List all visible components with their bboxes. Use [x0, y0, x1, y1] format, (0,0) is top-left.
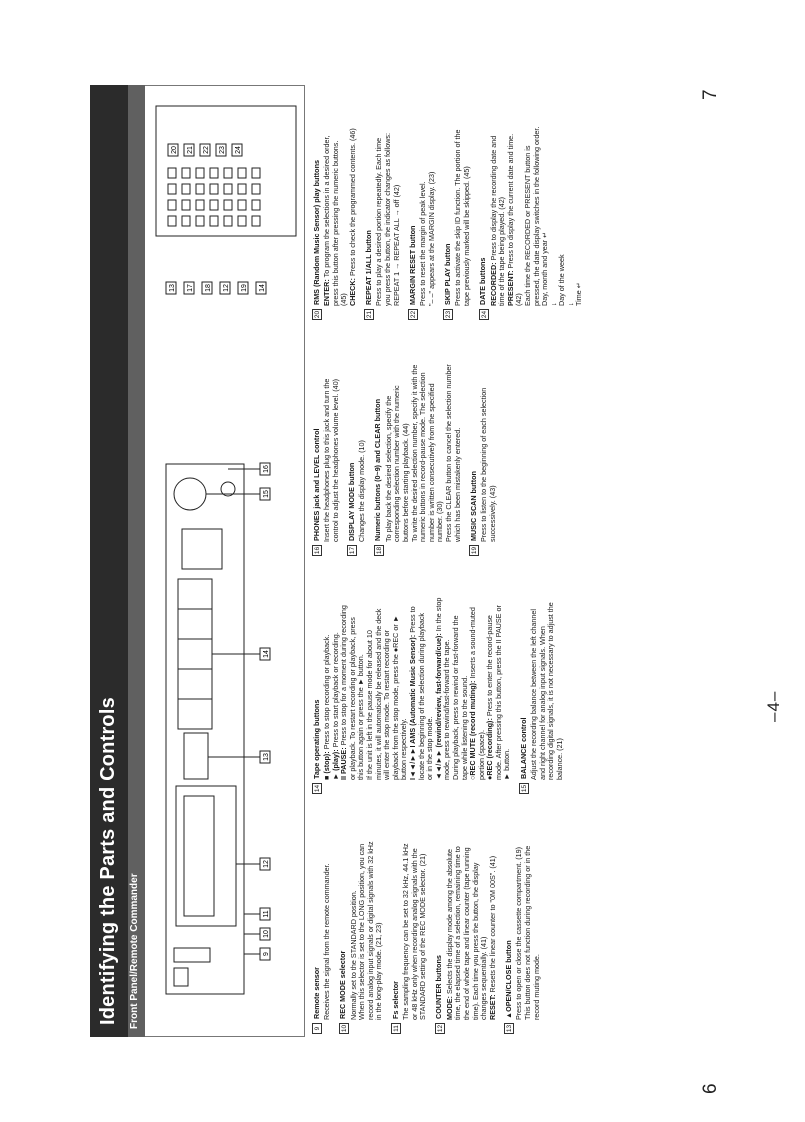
- entry-term: ◄◄/►► (rewind/review, fast-forward/cue):: [433, 633, 443, 780]
- entry-text: or in the stop mode.: [425, 716, 435, 780]
- control-entry: [347, 324, 367, 556]
- entry-text: portion (space).: [476, 730, 486, 780]
- entry-title: SKIP PLAY button: [443, 243, 453, 305]
- entry-text-line: [323, 802, 332, 1034]
- entry-text: Resets the linear counter to "0M 00S". (41): [487, 855, 497, 995]
- entry-header: [519, 562, 529, 794]
- entry-title: REC MODE selector: [338, 950, 348, 1019]
- entry-text: Press the CLEAR button to cancel the selection number: [443, 364, 453, 542]
- entry-header: [347, 324, 357, 556]
- entry-text: record muting mode.: [531, 954, 541, 1020]
- entry-text-line: [332, 88, 341, 320]
- entry-text-line: [533, 802, 542, 1034]
- cassette-compartment: [176, 786, 236, 926]
- entry-text: recording digital signals, it is not necessary to adjust the: [546, 602, 556, 780]
- entry-header: [364, 88, 374, 320]
- entry-term: ■ (stop):: [322, 751, 331, 780]
- entry-text: During playback, press to rewind or fast-forward the: [450, 615, 460, 780]
- remote-button-grid: [168, 168, 260, 226]
- power-switch: [174, 968, 188, 986]
- entry-text-line: [463, 88, 472, 320]
- entry-term: MODE:: [444, 996, 454, 1020]
- entry-title: Numeric buttons (0~9) and CLEAR button: [373, 399, 383, 541]
- remote-callout: 18: [205, 284, 212, 292]
- entry-title: DISPLAY MODE button: [346, 462, 356, 541]
- entry-term: RECORDED:: [488, 262, 498, 306]
- entry-text-line: [419, 802, 428, 1034]
- entry-text: corresponding selection number with the numeric: [392, 385, 402, 542]
- control-entry: [312, 88, 357, 320]
- entry-text: time). Each time you press the button, the display: [470, 862, 480, 1020]
- entry-title: REPEAT 1/ALL button: [364, 230, 374, 305]
- entry-text: To program the selections in a desired order,: [322, 135, 331, 280]
- entry-text: The sampling frequency can be set to 32 kHz, 44.1 kHz: [400, 843, 410, 1020]
- entry-number-badge: 12: [436, 1024, 444, 1033]
- entry-text-line: [556, 562, 565, 794]
- entry-text-line: [454, 324, 463, 556]
- entry-text: mode, press to rewind/fast-forward the tape.: [442, 639, 452, 780]
- entry-title: ▲OPEN/CLOSE button: [504, 940, 514, 1019]
- deck-callout-labels: [260, 463, 270, 960]
- entry-text-line: [393, 88, 402, 320]
- entry-text: will enter the stop mode. To restart recording or: [382, 629, 392, 780]
- entry-number-badge: 11: [391, 1023, 401, 1034]
- entry-text: button respectively.: [399, 718, 409, 780]
- entry-number-badge: 10: [340, 1024, 348, 1033]
- entry-text: Press to play a desired portion repeatedly. Each time: [374, 137, 384, 306]
- entry-text-line: [489, 802, 498, 1034]
- entry-text: press this button after pressing the numeric buttons.: [330, 140, 340, 306]
- entry-text-line: [375, 802, 384, 1034]
- entry-text-line: [507, 88, 516, 320]
- entry-text: Insert the headphones plug to this jack and turn the: [322, 378, 331, 542]
- entry-text-line: [349, 88, 358, 320]
- entry-text: Press to open or close the cassette compartment. (19): [514, 847, 524, 1020]
- title-bar: [90, 85, 128, 1037]
- entry-term: ENTER:: [322, 279, 331, 306]
- entry-text: (45): [339, 293, 349, 306]
- remote-callout: 20: [171, 146, 178, 154]
- entry-text: successively. (43): [487, 485, 497, 542]
- section-title: Front Panel/Remote Commander: [129, 873, 140, 1029]
- entry-header: [408, 88, 418, 320]
- entry-text: changes sequentially. (41): [479, 936, 489, 1020]
- entry-text: When this selector is set to the LONG position, you can: [357, 843, 367, 1020]
- deck-callout: 9: [263, 952, 270, 956]
- control-entry: [469, 324, 497, 556]
- remote-callout: 21: [187, 146, 194, 154]
- remote-callout: 14: [259, 284, 266, 292]
- entry-text: "– –" appears at the MARGIN display. (23): [426, 171, 436, 306]
- entry-text: record analog input signals or digital signals with 32 kHz: [365, 841, 375, 1020]
- entry-title: RMS (Random Music Sensor) play buttons: [311, 160, 321, 305]
- entry-number-badge: 22: [410, 310, 418, 319]
- entry-term: PRESENT:: [505, 270, 515, 306]
- entry-text: playback from the stop mode, press the ●REC or ►: [390, 615, 400, 780]
- center-page-number: –4–: [764, 690, 783, 722]
- control-entry: [364, 88, 401, 320]
- entry-number-badge: 20: [314, 310, 321, 319]
- front-panel-illustration: [148, 314, 305, 1034]
- entry-text: or playback. To restart recording or playback, press: [347, 617, 357, 780]
- entry-number-badge: 16: [314, 546, 321, 555]
- entry-text: number. (30): [435, 501, 445, 542]
- control-entry: [519, 562, 564, 794]
- counter-buttons: [184, 733, 208, 779]
- entry-text: balance. (21): [554, 738, 564, 780]
- remote-sensor: [174, 948, 210, 962]
- entry-title: Tape operating buttons: [311, 699, 321, 779]
- entry-text: Press to check the programmed contents. (46): [347, 128, 357, 279]
- entry-text: which has been mistakenly entered.: [452, 427, 462, 542]
- control-entry: [374, 324, 462, 556]
- entry-text: locate the beginning of the selection during playback: [416, 612, 426, 780]
- entry-number-badge: 19: [471, 546, 479, 555]
- deck-callout: 14: [263, 650, 270, 658]
- cassette-window: [184, 796, 214, 916]
- deck-callout: 12: [263, 860, 270, 868]
- entry-header: [312, 88, 322, 320]
- entry-title: COUNTER buttons: [434, 955, 444, 1019]
- entry-header: [391, 802, 401, 1034]
- description-column-1: [312, 802, 548, 1034]
- balance-control: [174, 478, 206, 510]
- control-entry: [435, 802, 498, 1034]
- entry-term: I◄◄/►►I AMS (Automatic Music Sensor):: [407, 634, 417, 780]
- entry-text: minutes, it will automatically be released and the deck: [373, 608, 383, 780]
- entry-title: PHONES jack and LEVEL control: [311, 428, 321, 541]
- description-column-4: [312, 88, 591, 320]
- entry-header: [469, 324, 479, 556]
- entry-text: Press to stop for a moment during recording: [339, 605, 349, 748]
- entry-term: ●REC (recording):: [485, 718, 495, 780]
- entry-text-line: [503, 562, 512, 794]
- entry-text: Press to reset the margin of peak level.: [418, 181, 428, 306]
- control-entry: [312, 562, 512, 794]
- remote-callout: 13: [169, 284, 176, 292]
- entry-term: RESET:: [487, 994, 497, 1020]
- entry-term: CHECK:: [347, 278, 357, 306]
- entry-text: time, the elapsed time of a selection, remaining time to: [453, 846, 463, 1020]
- control-entry: [339, 802, 384, 1034]
- entry-text-line: [575, 88, 584, 320]
- entry-text: buttons before starting playback. (44): [400, 423, 410, 542]
- entry-text: Each time the RECORDED or PRESENT button is: [522, 145, 532, 306]
- entry-text-line: [558, 88, 567, 320]
- deck-callout: 16: [263, 465, 270, 473]
- entry-number-badge: 13: [506, 1024, 514, 1033]
- entry-header: [312, 562, 322, 794]
- entry-text: Press to stop recording or playback.: [322, 634, 331, 752]
- entry-header: [312, 324, 322, 556]
- entry-title: DATE buttons: [478, 257, 488, 305]
- remote-callout: 22: [203, 146, 210, 154]
- page-title: Identifying the Parts and Controls: [97, 697, 119, 1025]
- entry-text: you press the button, the indicator changes as follows:: [382, 132, 392, 306]
- entry-header: [443, 88, 453, 320]
- entry-header: [435, 802, 445, 1034]
- entry-header: [374, 324, 384, 556]
- description-column-2: [312, 562, 571, 794]
- entry-header: [504, 802, 514, 1034]
- entry-term: ○REC MUTE (record muting):: [468, 680, 478, 780]
- entry-text: the end of whole tape and linear counter (tape running: [461, 847, 471, 1020]
- entry-text: (42): [514, 293, 524, 306]
- control-entry: [312, 802, 332, 1034]
- entry-text: Press to display the current date and time.: [505, 133, 515, 271]
- entry-text: ↓: [565, 302, 575, 306]
- remote-callout: 19: [241, 284, 248, 292]
- entry-text: mode. After pressing this button, press the II PAUSE or: [493, 605, 503, 780]
- entry-text: this button again or press the ► button.: [356, 654, 366, 780]
- entry-text: tape while listening to the sound.: [459, 675, 469, 780]
- control-entry: [479, 88, 585, 320]
- entry-number-badge: 15: [521, 784, 529, 793]
- entry-text-line: [358, 324, 367, 556]
- control-entry: [391, 802, 428, 1034]
- entry-title: MUSIC SCAN button: [468, 471, 478, 541]
- entry-text: or 48 kHz only when recording analog signals with the: [409, 848, 419, 1020]
- tape-operating-buttons: [178, 579, 212, 729]
- entry-text: REPEAT 1 → REPEAT ALL → off (42): [391, 184, 401, 306]
- entry-number-badge: 23: [445, 310, 453, 319]
- entry-title: Remote sensor: [311, 967, 321, 1019]
- entry-text: in the long-play mode. (21, 23): [374, 922, 384, 1020]
- entry-text: Press to enter the record-pause: [485, 615, 495, 719]
- description-column-3: [312, 324, 504, 556]
- entry-title: MARGIN RESET button: [407, 225, 417, 305]
- remote-callout: 23: [219, 146, 226, 154]
- deck-callout: 13: [263, 753, 270, 761]
- remote-commander-illustration: [148, 86, 305, 296]
- deck-callout: 11: [263, 910, 270, 918]
- remote-callout: 24: [235, 146, 242, 154]
- remote-callout: 12: [223, 284, 230, 292]
- entry-text: Press to listen to the beginning of each selection: [479, 387, 489, 542]
- entry-text: Press to: [407, 606, 417, 635]
- entry-number-badge: 24: [480, 310, 488, 319]
- entry-number-badge: 14: [314, 784, 321, 793]
- entry-header: [312, 802, 322, 1034]
- right-page-number: 7: [700, 89, 721, 100]
- control-entry: [504, 802, 541, 1034]
- control-entry: [443, 88, 471, 320]
- entry-text: control to adjust the headphones volume level. (40): [330, 378, 340, 542]
- entry-text-line: [428, 88, 437, 320]
- entry-text: time of the tape being played. (42): [497, 196, 507, 306]
- entry-text: Adjust the recording balance between the left channel: [529, 608, 539, 780]
- entry-title: Fs selector: [390, 981, 400, 1019]
- remote-callout-labels: [166, 144, 266, 294]
- entry-text-line: [541, 88, 550, 320]
- level-display: [182, 529, 222, 569]
- control-entry: [408, 88, 436, 320]
- entry-text: To write the desired selection number, specify it with the: [409, 364, 419, 542]
- entry-text: pressed, the date display switches in the following order.: [531, 126, 541, 306]
- entry-term: II PAUSE:: [339, 747, 349, 780]
- control-entry: [312, 324, 340, 556]
- entry-number-badge: 21: [366, 310, 374, 319]
- entry-text: Selects the display mode among the absolute: [444, 848, 454, 997]
- deck-callout: 10: [263, 930, 270, 938]
- entry-text-line: [489, 324, 498, 556]
- entry-text: ► button.: [502, 748, 512, 780]
- entry-text: numeric buttons in record-pause mode. The selection: [418, 372, 428, 542]
- left-page-number: 6: [700, 1083, 721, 1094]
- entry-text: To play back the desired selection, specify the: [383, 395, 393, 542]
- entry-text: If the unit is left in the pause mode for about 10: [364, 630, 374, 780]
- entry-number-badge: 9: [312, 1023, 322, 1034]
- entry-text: Day of the week: [557, 254, 567, 306]
- entry-text: Inserts a sound-muted: [468, 607, 478, 681]
- section-bar: [128, 85, 145, 1037]
- entry-text: Press to display the recording date and: [488, 135, 498, 263]
- entry-text: Changes the display mode. (10): [357, 440, 367, 542]
- entry-text: Normally set to the STANDARD position.: [348, 890, 358, 1020]
- entry-text: Day, month and year ↵: [540, 231, 550, 306]
- entry-text: STANDARD setting of the REC MODE selector. (21): [418, 853, 428, 1020]
- entry-text: Receives the signal from the remote commander.: [322, 863, 331, 1020]
- entry-text: In the stop: [433, 597, 443, 634]
- entry-term: ► (play):: [330, 749, 340, 780]
- entry-text: This button does not function during recording or in the: [522, 845, 532, 1020]
- entry-text: ↓: [548, 302, 558, 306]
- deck-callout: 15: [263, 490, 270, 498]
- entry-text: Press to activate the skip ID function. The portion of the: [453, 129, 463, 306]
- remote-callout: 17: [187, 284, 194, 292]
- entry-text: tape previously marked will be skipped. (45): [461, 166, 471, 306]
- entry-text: number is written consecutively from the specified: [426, 383, 436, 542]
- entry-header: [479, 88, 489, 320]
- entry-text: Time ↵: [574, 282, 584, 306]
- entry-title: BALANCE control: [518, 717, 528, 779]
- entry-text: and right channel for analog input signals. When: [537, 626, 547, 780]
- entry-text-line: [332, 324, 341, 556]
- entry-number-badge: 17: [349, 546, 357, 555]
- entry-header: [339, 802, 349, 1034]
- entry-number-badge: 18: [375, 546, 383, 555]
- entry-text: Press to start playback or recording.: [330, 632, 340, 750]
